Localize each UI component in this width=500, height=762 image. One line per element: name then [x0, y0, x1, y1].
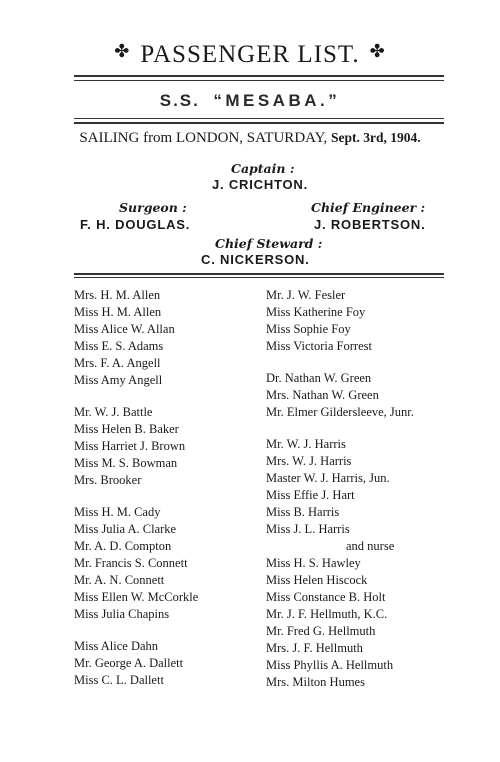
passenger-entry: Miss Helen B. Baker [74, 422, 179, 436]
passenger-entry: Miss H. M. Allen [74, 305, 162, 319]
ship-rule [74, 122, 444, 124]
passenger-column-left [74, 287, 198, 689]
ship-name [0, 91, 500, 111]
passenger-entry: Mrs. W. J. Harris [266, 454, 352, 468]
passenger-entry: Miss Amy Angell [74, 373, 163, 387]
passenger-entry: Miss Sophie Foy [266, 322, 351, 336]
passenger-entry: Miss B. Harris [266, 505, 340, 519]
passenger-entry: Miss Alice W. Allan [74, 322, 175, 336]
engineer-name: J. ROBERTSON. [314, 217, 426, 232]
surgeon-role: Surgeon : [119, 200, 187, 215]
top-rule [74, 75, 444, 77]
list-spacer [74, 389, 198, 404]
passenger-entry: Miss Victoria Forrest [266, 339, 372, 353]
passenger-entry: Master W. J. Harris, Jun. [266, 471, 390, 485]
page-title [0, 40, 500, 71]
passenger-entry: Miss H. M. Cady [74, 505, 161, 519]
ship-prefix: S.S. [159, 91, 200, 110]
passenger-entry: Mr. Francis S. Connett [74, 556, 188, 570]
passenger-entry: Mr. J. F. Hellmuth, K.C. [266, 607, 388, 621]
passenger-entry: Miss Katherine Foy [266, 305, 366, 319]
list-spacer [266, 355, 414, 370]
passenger-entry: Mr. A. D. Compton [74, 539, 172, 553]
top-rule-thin [74, 80, 444, 81]
ship-title: “MESABA.” [213, 91, 341, 110]
passenger-entry: Mrs. H. M. Allen [74, 288, 161, 302]
passenger-entry: Mrs. Milton Humes [266, 675, 365, 689]
passenger-entry: Miss J. L. Harris [266, 522, 350, 536]
list-rule-thin [74, 277, 444, 278]
sailing-date: Sept. 3rd, 1904. [331, 130, 421, 145]
surgeon-name: F. H. DOUGLAS. [80, 217, 191, 232]
passenger-entry: Miss M. S. Bowman [74, 456, 178, 470]
sailing-line [0, 130, 500, 147]
passenger-entry: Mrs. J. F. Hellmuth [266, 641, 363, 655]
passenger-entry: Miss Helen Hiscock [266, 573, 368, 587]
passenger-entry: Miss E. S. Adams [74, 339, 164, 353]
passenger-entry: and nurse [346, 539, 395, 553]
passenger-entry: Miss Alice Dahn [74, 639, 159, 653]
passenger-entry: Mr. Elmer Gildersleeve, Junr. [266, 405, 414, 419]
passenger-column-right [266, 287, 414, 691]
passenger-entry: Miss Julia A. Clarke [74, 522, 177, 536]
list-spacer [74, 623, 198, 638]
passenger-entry: Mr. George A. Dallett [74, 656, 184, 670]
ornament-right-icon: ✤ [369, 41, 386, 61]
ship-rule-thin [74, 118, 444, 119]
passenger-entry: Miss Constance B. Holt [266, 590, 386, 604]
list-spacer [74, 489, 198, 504]
passenger-entry: Mr. W. J. Battle [74, 405, 153, 419]
passenger-entry: Miss Ellen W. McCorkle [74, 590, 199, 604]
passenger-entry: Miss Julia Chapins [74, 607, 170, 621]
passenger-entry: Miss C. L. Dallett [74, 673, 164, 687]
captain-role: Captain : [231, 161, 295, 176]
title-text: PASSENGER LIST. [140, 41, 360, 68]
passenger-entry: Miss Phyllis A. Hellmuth [266, 658, 394, 672]
passenger-entry: Miss Harriet J. Brown [74, 439, 186, 453]
list-rule [74, 273, 444, 275]
list-spacer [266, 421, 414, 436]
passenger-entry: Mr. Fred G. Hellmuth [266, 624, 376, 638]
passenger-entry: Miss Effie J. Hart [266, 488, 355, 502]
passenger-entry: Dr. Nathan W. Green [266, 371, 372, 385]
sailing-text: SAILING from LONDON, SATURDAY, [79, 130, 328, 146]
passenger-entry: Mr. J. W. Fesler [266, 288, 346, 302]
ornament-left-icon: ✤ [114, 41, 131, 61]
passenger-entry: Mrs. Brooker [74, 473, 142, 487]
passenger-entry: Miss H. S. Hawley [266, 556, 361, 570]
passenger-entry: Mrs. F. A. Angell [74, 356, 161, 370]
steward-name: C. NICKERSON. [201, 252, 310, 267]
captain-name: J. CRICHTON. [212, 177, 309, 192]
passenger-entry: Mr. A. N. Connett [74, 573, 165, 587]
steward-role: Chief Steward : [215, 236, 323, 251]
passenger-entry: Mrs. Nathan W. Green [266, 388, 379, 402]
engineer-role: Chief Engineer : [311, 200, 426, 215]
passenger-entry: Mr. W. J. Harris [266, 437, 346, 451]
